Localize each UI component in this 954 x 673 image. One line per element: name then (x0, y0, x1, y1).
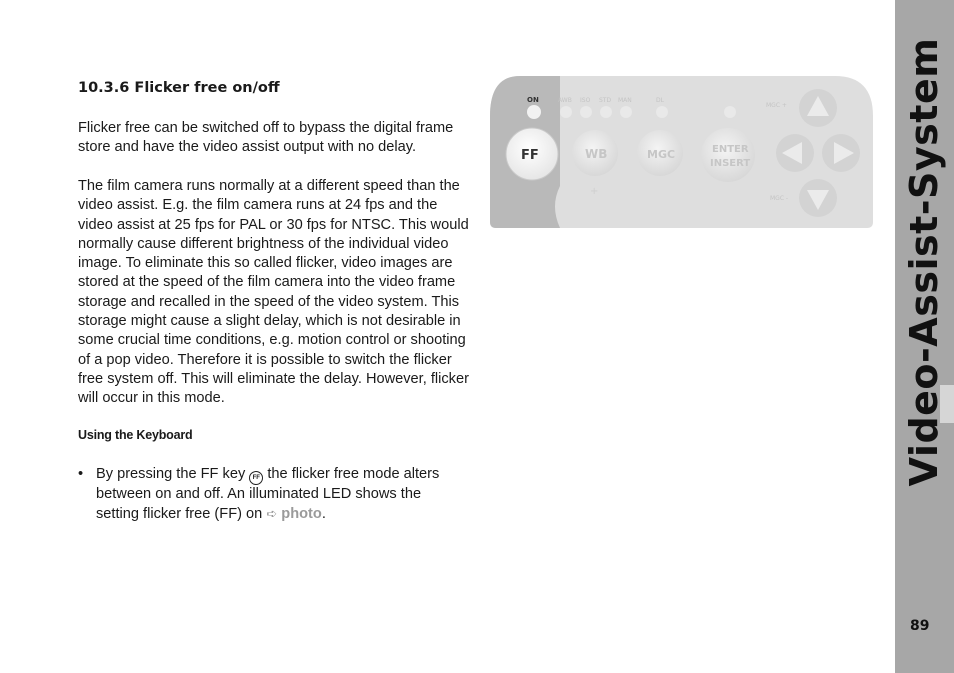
led-label-std: STD (599, 97, 612, 104)
arrow-right-icon: ➪ (266, 506, 278, 522)
keyboard-illustration (490, 76, 873, 228)
bullet-text (96, 465, 468, 525)
enter-insert-button (701, 128, 755, 182)
enter-label: ENTER (712, 144, 749, 155)
mgc-button-label: MGC (647, 148, 676, 161)
paragraph-explanation: The film camera runs normally at a different speed than the video assist. E.g. the film camera runs at 24 fps and the video assist at 25 fps for PAL or 30 fps for NTSC. This would normally cause different brightness of the individual video image. To eliminate this so called flicker, video images are stored at the speed of the film camera into the video frame storage and recalled in the speed of the video system. This storage might cause a slight delay, which is not desirable in some crucial time conditions, e.g. motion control or shooting of a pop video. Therefore it is possible to switch the flicker free system off. This will eliminate the delay. However, flicker will occur in this mode. (78, 178, 469, 407)
ff-key-icon: FF (249, 471, 263, 485)
mgc-plus-label: MGC + (766, 102, 787, 109)
led-label-iso: ISO (580, 97, 591, 104)
mgc-minus-label: MGC - (770, 195, 789, 202)
keyboard-photo (490, 76, 873, 228)
page-number: 89 (910, 618, 930, 634)
sidebar-title: Video-Assist-System (902, 37, 946, 487)
led-label-man: MAN (618, 97, 632, 104)
bullet-text-start: By pressing the FF key (96, 466, 250, 482)
led-on-indicator (527, 105, 541, 119)
insert-label: INSERT (710, 158, 751, 169)
bullet-text-middle: the flicker free mode alters between on and off. An illuminated LED shows the setting flicker free (FF) on (96, 466, 440, 523)
led-label-dl: DL (656, 97, 664, 104)
bullet-marker: • (78, 466, 84, 482)
led-on-label: ON (527, 96, 539, 104)
ff-button-label: FF (521, 148, 539, 163)
svg-text:+: + (590, 186, 599, 197)
paragraph-intro: Flicker free can be switched off to bypass the digital frame store and have the video assist output with no delay. (78, 120, 454, 156)
led-label-awb: AWB (558, 97, 572, 104)
photo-reference-link[interactable]: photo (281, 506, 322, 523)
bullet-text-end: . (321, 506, 326, 523)
subheading-keyboard: Using the Keyboard (78, 428, 193, 442)
wb-button-label: WB (585, 147, 608, 161)
section-heading: 10.3.6 Flicker free on/off (78, 80, 280, 96)
